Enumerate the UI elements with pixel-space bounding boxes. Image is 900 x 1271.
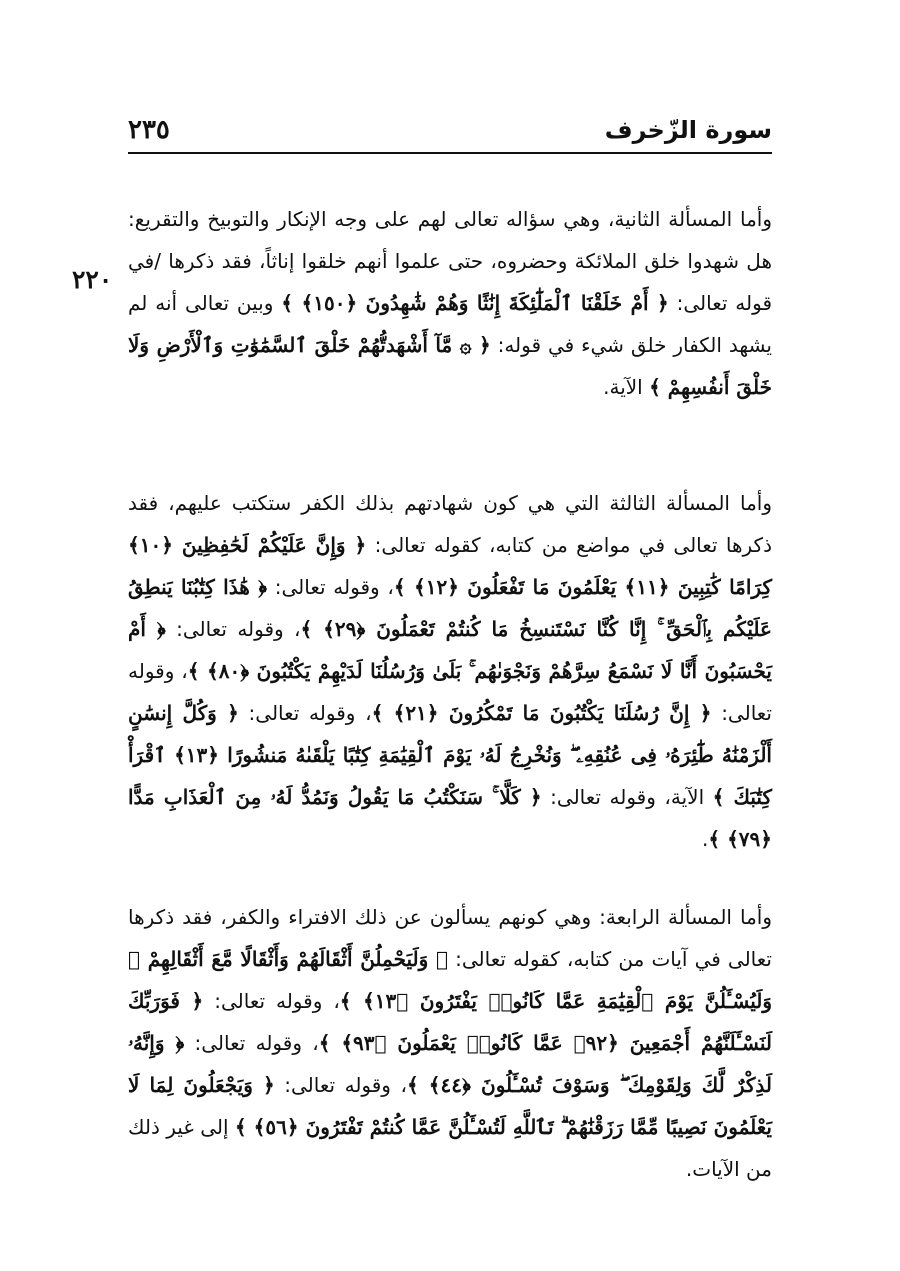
paragraph-text: الآية، وقوله تعالى: — [541, 785, 713, 809]
quran-verse: ﴿ أَمْ خَلَقْنَا ٱلْمَلَٰٓئِكَةَ إِنَٰثًا وَهُمْ شَٰهِدُونَ ﴿١٥٠﴾ ﴾ — [281, 291, 669, 315]
quran-verse: ﴿ وَيَجْعَلُونَ لِمَا لَا يَعْلَمُونَ نَصِيبًا مِّمَّا رَزَقْنَٰهُمْ ۗ تَٱللَّهِ لَتُسْـَٔلُنَّ عَمَّا كُنتُمْ تَفْتَرُونَ ﴿٥٦﴾ ﴾ — [128, 1073, 772, 1139]
quran-verse: ﴿ كَلَّا ۚ سَنَكْتُبُ مَا يَقُولُ وَنَمُدُّ لَهُۥ مِنَ ٱلْعَذَابِ مَدًّا ﴿٧٩﴾ ﴾ — [128, 785, 772, 851]
paragraph-text: ، وقوله تعالى: — [128, 659, 773, 725]
paragraph-text: ، وقوله تعالى: — [266, 575, 394, 599]
paragraph-text: وأما المسألة الثانية، وهي سؤاله تعالى لهم على وجه الإنكار والتوبيخ والتقريع: هل شهدوا خلق الملائكة وحضروه، حتى علموا أنهم خلقوا إناثاً، فقد ذكرها /في قوله تعالى: — [128, 207, 773, 315]
paragraph-text: ، وقوله تعالى: — [238, 701, 372, 725]
quran-verse: ﴿ ۞ مَّآ أَشْهَدتُّهُمْ خَلْقَ ٱلسَّمَٰوَٰتِ وَٱلْأَرْضِ وَلَا خَلْقَ أَنفُسِهِمْ ﴾ — [128, 333, 772, 399]
quran-verse: ﴿ فَوَرَبِّكَ لَنَسْـَٔلَنَّهُمْ أَجْمَعِينَ ﴿٩٢﴾ عَمَّا كَانُوا۟ يَعْمَلُونَ ﴿٩٣﴾ ﴾ — [128, 989, 772, 1055]
paragraph-text: ، وقوله تعالى: — [165, 617, 301, 641]
quran-verse: ﴿ وَإِنَّهُۥ لَذِكْرٌ لَّكَ وَلِقَوْمِكَ ۖ وَسَوْفَ تُسْـَٔلُونَ ﴿٤٤﴾ ﴾ — [128, 1031, 772, 1097]
paragraph-fourth-issue — [128, 896, 772, 1190]
quran-verse: ﴿ وَكُلَّ إِنسَٰنٍ أَلْزَمْنَٰهُ طَٰٓئِرَهُۥ فِى عُنُقِهِۦ ۖ وَنُخْرِجُ لَهُۥ يَوْمَ ٱلْقِيَٰمَةِ كِتَٰبًا يَلْقَىٰهُ مَنشُورًا ﴿١٣﴾ ٱقْرَأْ كِتَٰبَكَ ﴾ — [128, 701, 772, 809]
paragraph-third-issue — [128, 482, 772, 860]
paragraph-text: وأما المسألة الثالثة التي هي كون شهادتهم بذلك الكفر ستكتب عليهم، فقد ذكرها تعالى في مواضع من كتابه، كقوله تعالى: — [128, 491, 772, 557]
quran-verse: ﴿ وَلَيَحْمِلُنَّ أَثْقَالَهُمْ وَأَثْقَالًا مَّعَ أَثْقَالِهِمْ ۖ وَلَيُسْـَٔلُنَّ يَوْمَ ٱلْقِيَٰمَةِ عَمَّا كَانُوا۟ يَفْتَرُونَ ﴿١٣﴾ ﴾ — [128, 947, 772, 1013]
paragraph-text: . — [702, 827, 709, 851]
paragraph-text: ، وقوله تعالى: — [274, 1073, 407, 1097]
quran-verse: ﴿ هَٰذَا كِتَٰبُنَا يَنطِقُ عَلَيْكُم بِٱلْحَقِّ ۚ إِنَّا كُنَّا نَسْتَنسِخُ مَا كُنتُمْ تَعْمَلُونَ ﴿٢٩﴾ ﴾ — [128, 575, 772, 641]
page-number: ٢٣٥ — [128, 115, 170, 145]
surah-title: سورة الزّخرف — [604, 116, 772, 144]
paragraph-text: وأما المسألة الرابعة: وهي كونهم يسألون عن ذلك الافتراء والكفر، فقد ذكرها تعالى في آيات من كتابه، كقوله تعالى: — [128, 905, 772, 971]
paragraph-text: الآية. — [603, 375, 650, 399]
paragraph-text: ، وقوله تعالى: — [203, 989, 340, 1013]
margin-page-reference: ٢٢٠ — [72, 265, 113, 294]
page-header — [128, 112, 772, 152]
quran-verse: ﴿ إِنَّ رُسُلَنَا يَكْتُبُونَ مَا تَمْكُرُونَ ﴿٢١﴾ ﴾ — [371, 701, 712, 725]
paragraph-text: ، وقوله تعالى: — [184, 1031, 319, 1055]
paragraph-second-issue — [128, 198, 772, 408]
quran-verse: ﴿ أَمْ يَحْسَبُونَ أَنَّا لَا نَسْمَعُ سِرَّهُمْ وَنَجْوَىٰهُم ۚ بَلَىٰ وَرُسُلُنَا لَدَيْهِمْ يَكْتُبُونَ ﴿٨٠﴾ ﴾ — [128, 617, 772, 683]
paragraph-text: إلى غير ذلك من الآيات. — [128, 1115, 772, 1181]
paragraph-text: وبين تعالى أنه لم يشهد الكفار خلق شيء في قوله: — [128, 291, 772, 357]
header-divider — [128, 152, 772, 154]
quran-verse: ﴿ وَإِنَّ عَلَيْكُمْ لَحَٰفِظِينَ ﴿١٠﴾ كِرَامًا كَٰتِبِينَ ﴿١١﴾ يَعْلَمُونَ مَا تَفْعَلُونَ ﴿١٢﴾ ﴾ — [128, 533, 772, 599]
